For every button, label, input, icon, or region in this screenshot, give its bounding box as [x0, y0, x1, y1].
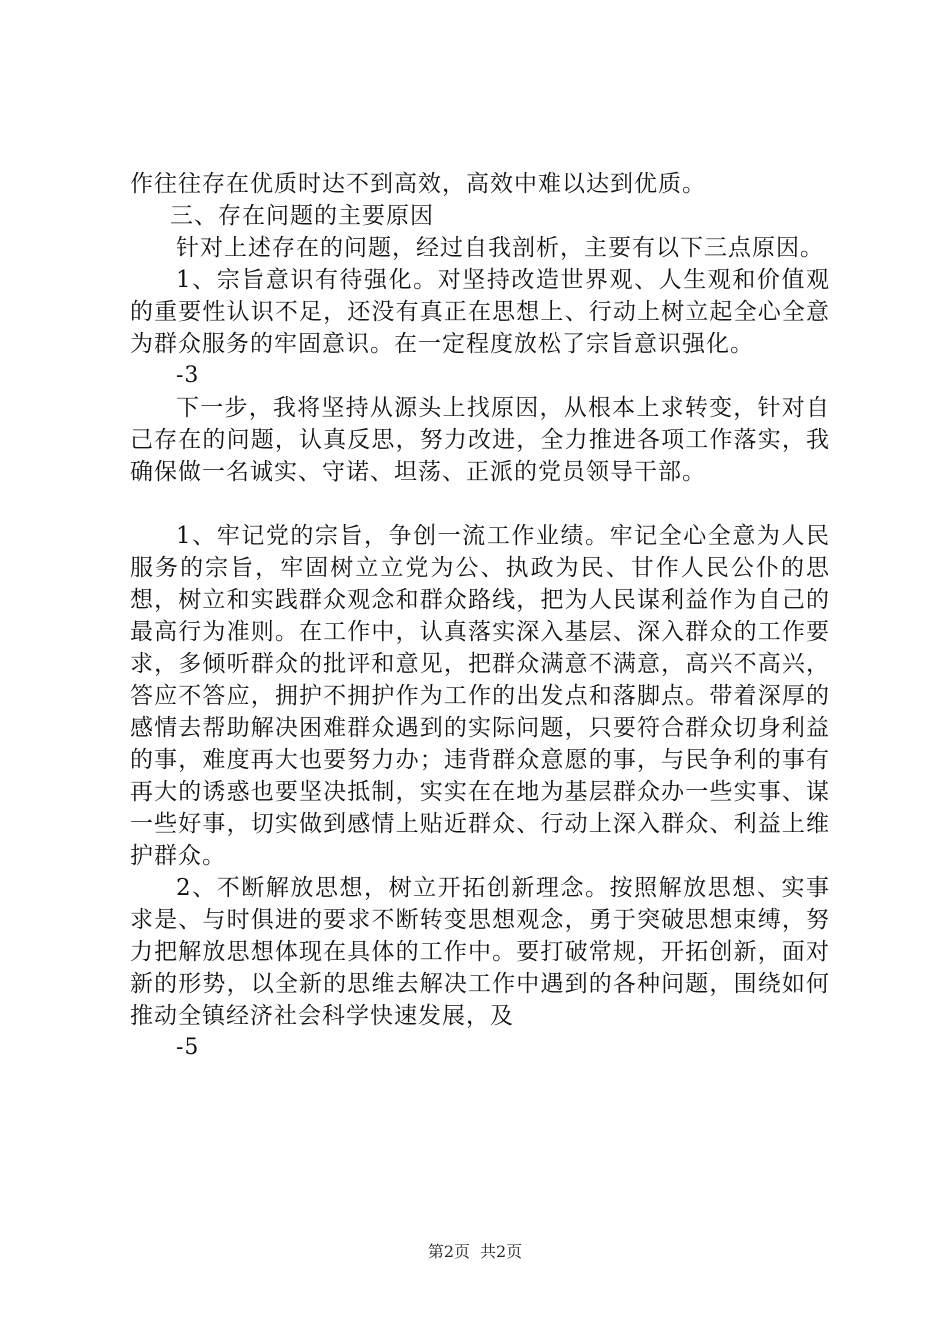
paragraph-measure-1: 1、牢记党的宗旨，争创一流工作业绩。牢记全心全意为人民服务的宗旨，牢固树立立党为公、执政为民、甘作人民公仆的思想，树立和实践群众观念和群众路线，把为人民谋利益作为自己的最高行为准则。在工作中，认真落实深入基层、深入群众的工作要求，多倾听群众的批评和意见，把群众满意不满意，高兴不高兴，答应不答应，拥护不拥护作为工作的出发点和落脚点。带着深厚的感情去帮助解决困难群众遇到的实际问题，只要符合群众切身利益的事，难度再大也要努力办；违背群众意愿的事，与民争利的事有再大的诱惑也要坚决抵制，实实在在地为基层群众办一些实事、谋一些好事，切实做到感情上贴近群众、行动上深入群众、利益上维护群众。	[130, 523, 830, 869]
section-heading: 三、存在问题的主要原因	[170, 203, 434, 229]
paragraph-continuation: 作往往存在优质时达不到高效，高效中难以达到优质。	[130, 171, 706, 197]
paragraph-intro: 针对上述存在的问题，经过自我剖析，主要有以下三点原因。	[176, 235, 824, 261]
page-footer	[0, 1242, 950, 1262]
paragraph-reason-1: 1、宗旨意识有待强化。对坚持改造世界观、人生观和价值观的重要性认识不足，还没有真正在思想上、行动上树立起全心全意为群众服务的牢固意识。在一定程度放松了宗旨意识强化。	[130, 267, 830, 357]
paragraph-next-step: 下一步，我将坚持从源头上找原因，从根本上求转变，针对自己存在的问题，认真反思，努力改进，全力推进各项工作落实，我确保做一名诚实、守诺、坦荡、正派的党员领导干部。	[130, 395, 830, 485]
paragraph-gap	[130, 488, 830, 520]
page-marker: -3	[176, 363, 200, 388]
document-body	[130, 168, 830, 1064]
page-marker: -5	[176, 1035, 200, 1060]
page-total: 共2页	[480, 1242, 523, 1261]
page-number: 第2页	[427, 1242, 470, 1261]
paragraph-measure-2: 2、不断解放思想，树立开拓创新理念。按照解放思想、实事求是、与时俱进的要求不断转变思想观念，勇于突破思想束缚，努力把解放思想体现在具体的工作中。要打破常规，开拓创新，面对新的形势，以全新的思维去解决工作中遇到的各种问题，围绕如何推动全镇经济社会科学快速发展，及	[130, 875, 830, 1029]
